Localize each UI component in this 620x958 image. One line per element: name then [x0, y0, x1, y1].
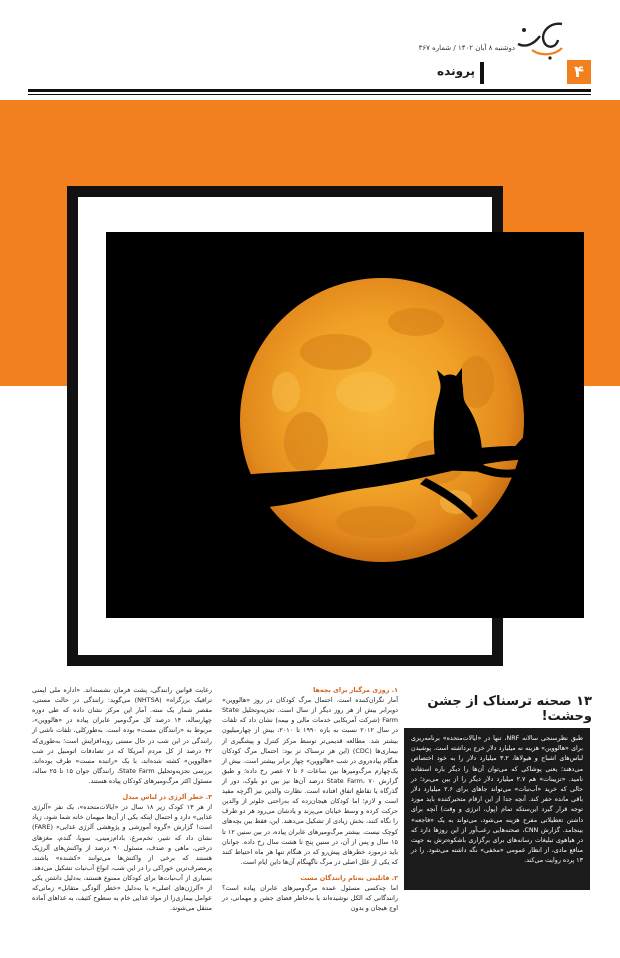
- intro-box: طبق نظرسنجی سالانه NRF، تنها در «ایالات‌متحده» برنامه‌ریزی برای «هالووین» هزینه‌ نه میلیارد دلار خرج برداشته است. پوشیدن لباس‌های اشباح و هیولاها، ۳.۲ میلیارد دلار را به خود اختصاص می‌دهند؛ یعنی پوشاکی که می‌توان آن‌ها را دیگر باره استفاده نامید. «تزیینات» هم ۲.۷ میلیارد دلار دیگر را از بین می‌برد؛ در حالی که خرید «آب‌نبات» می‌تواند جاهای برای ۲.۶ میلیارد دلار باقی مانده حفر کند. آنچه جدا از این ارقام متحیرکننده باید مورد توجه قرار گیرد این‌ستکه تمام (پول، انرژی و وقت) آنچه برای داشتن تعطیلاتی مفرح هزینه می‌شود، می‌تواند به یک «فاجعه» بینجامد. گزارش CNN، صحنه‌هایی رعب‌آور از این روزها دارد که در هیاهوی تبلیغات رسانه‌های برای برگزاری باشکوه‌ترش به جهت منافع مادی، از انظار عمومی «مخفی» نگه داشته می‌شود. را در ۱۳ پرده روایت می‌کند.: [404, 728, 590, 890]
- header-divider: [480, 62, 484, 84]
- publication-logo: [510, 18, 570, 64]
- subheading-2: ۲. قاتلینی به‌نام رانندگان مست: [300, 873, 398, 882]
- subheading-3: ۳. خطر آلرژی در لباس مبدل: [122, 793, 212, 802]
- subheading-1: ۱. روزی مرگبار برای بچه‌ها: [313, 686, 398, 694]
- article-column-left: [32, 685, 212, 913]
- hero-photo: [106, 232, 584, 618]
- paragraph-2: اما چه‌کسی مسئول عمده مرگ‌ومیرهای عابران پیاده است؟ رانندگانی که الکل نوشیده‌اند یا به‌خاطر فضای جشن و مهمانی، در اوج هیجان و بدون: [222, 884, 398, 913]
- article-column-middle: [222, 685, 398, 913]
- page-number: ۴: [567, 60, 591, 84]
- header-rule-thin: [28, 94, 591, 95]
- paragraph-1: آمار نگران‌کننده است. احتمال مرگ کودکان در روز «هالووین» دوبرابر بیش از هر روز دیگر از سال است. تجزیه‌وتحلیل State Farm (شرکت آمریکایی خدمات مالی و بیمه) نشان داد که تلفات در سال ۲۰۱۲ نسبت به بازه ۱۹۹۰ تا ۲۰۱۰، بیش از چهارمیلیون بیشتر شد. مطالعه قدیمی‌تر توسط مرکز کنترل و پیشگیری از بیماری‌ها (CDC) (این هر ترسناک تر بود: احتمال مرگ کودکان هنگام پیاده‌روی در شب «هالووین» چهار برابر بیشتر است. بیش از یک‌چهارم مرگ‌ومیرها بین ساعات ۶ تا ۷ عصر رخ داده؛ و طبق گزارش State Farm، ۷۰ درصد آن‌ها نیز بین دو بلوک، دور از گذرگاه یا تقاطع اتفاق افتاده است. نظارت والدین نیز اگرچه مفید است و لازم؛ اما کودکان هیجان‌زده که به‌راحتی جلوتر از والدین حرکت کرده و وسط خیابان می‌پرند و یادشان می‌رود هر دو طرف را نگاه کنند، بخش زیادی از تشکیل می‌دهند. این، فقط بین بچه‌های کوچک نیست. بیشتر مرگ‌ومیرهای عابران پیاده، در بین سنین ۱۲ تا ۱۵ سال و پس از آن، در سنین پنج تا هشت سال رخ داده. جوانان باید درمورد خطرهای پیش‌رو که در هنگام تنها هر ماه احتیاط کنند که یکی از علل اصلی در مرگ ناگهنگام آن‌ها داین ایام است.: [222, 696, 399, 866]
- header-rule: [28, 89, 591, 92]
- paragraph-3: از هر ۱۳ کودک زیر ۱۸ سال در «ایالات‌متحده»، یک نفر «آلرژی غذایی» دارد و احتمال اینکه یکی از آن‌ها میهمان خانه شما شود، زیاد است! گزارش «گروه آموزشی و پژوهشی آلرژی غذایی» (FARE) نشان داد که شیر، تخم‌مرغ، بادام‌زمینی، سویا، گندم، مغزهای درختی، ماهی و صدف، مسئول ۹۰ درصد از واکنش‌های آلرژیک هستند که برخی از واکنش‌ها می‌توانند «کشنده» باشند. پرمصرف‌ترین خوراکی را در این شب، انواع آب‌نبات تشکیل می‌دهد. بسیاری از آب‌نبات‌ها برای کودکان ممنوع هستند، به‌دلیل داشتن یکی از «آلرژن‌های اصلی» یا به‌دلیل «خطر آلودگی متقابل» زمانی‌که عوامل بیماری‌زا از مواد غذایی خام به سطوح کثیف، به غذاهای آماده منتقل می‌شوند.: [32, 803, 212, 913]
- article-headline: ۱۳ صحنه ترسناک از جشن وحشت!: [427, 694, 592, 724]
- issue-date: دوشنبه ۸ آبان ۱۴۰۲ / شماره ۳۶۷: [418, 44, 515, 52]
- paragraph-2-continued: رعایت قوانین رانندگی، پشت فرمان نشسته‌اند. «اداره ملی ایمنی ترافیک بزرگراه» (NHTSA) می‌گوید: رانندگی در حالت مستی، مقصر شمار یک سته. آمار این مرکز نشان داده که طی دوره چهارساله، ۱۴ درصد کل مرگ‌ومیر عابران پیاده در «هالووین»، مربوط به «رانندگان مست» بوده است. به‌طورکلی، تلفات ناشی از رانندگی در این شب در حال مستی روبه‌افزایش است؛ به‌طوری‌که ۴۲ درصد از کل مردم آمریکا که در تصادفات اتومبیل در شب «هالووین» کشته شده‌اند، با یک «راننده مست» طرف بوده‌اند. بررسی تجزیه‌وتحلیل State Farm، رانندگان جوان ۱۵ تا ۲۵ ساله، مسئول اکثر مرگ‌ومیرهای کودکان پیاده هستند.: [32, 686, 212, 785]
- section-title: پرونده: [437, 64, 475, 78]
